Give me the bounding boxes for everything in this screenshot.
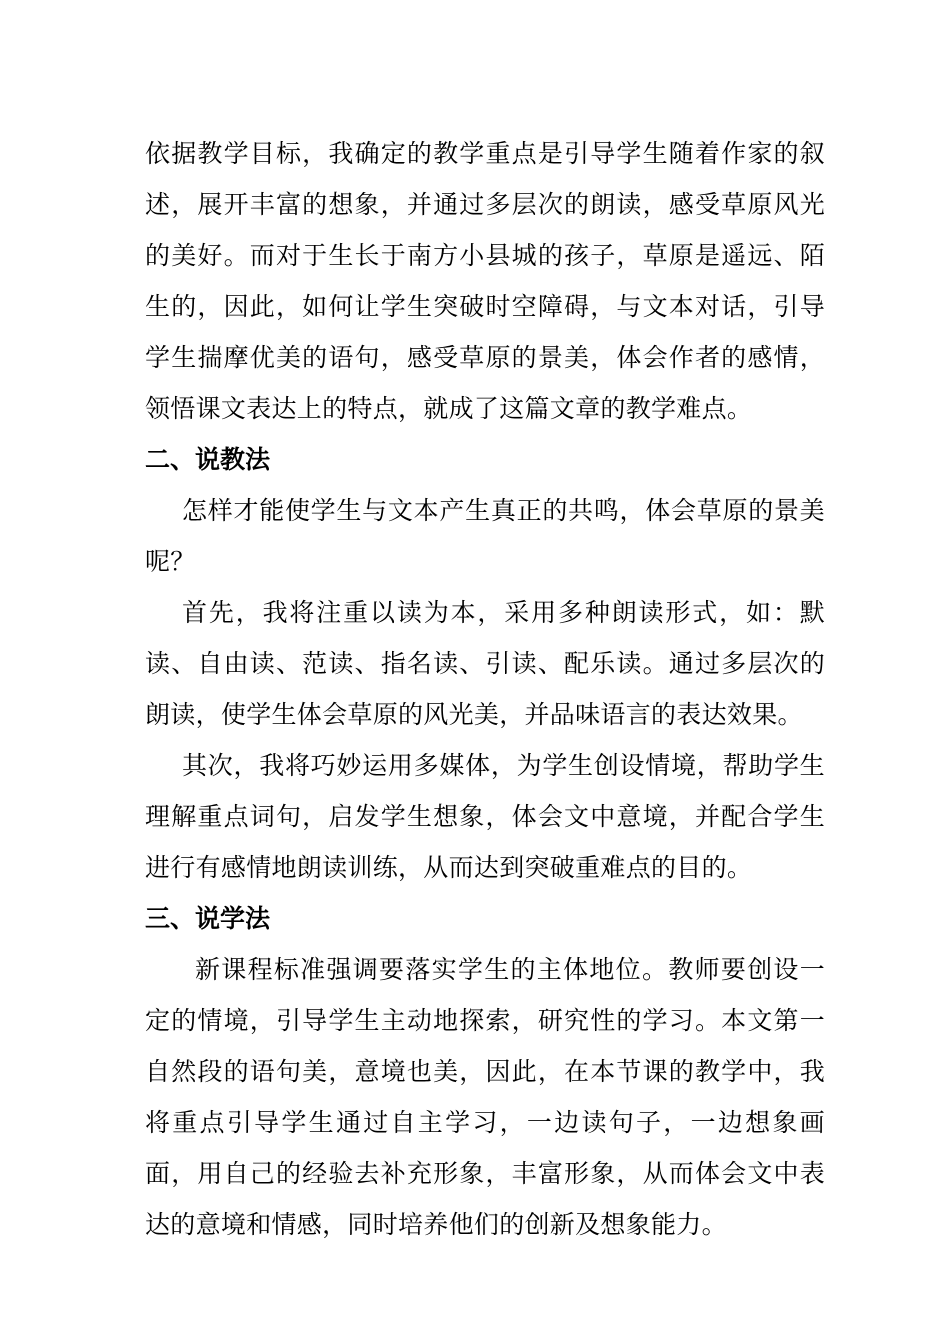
paragraph-teaching-focus: 依据教学目标，我确定的教学重点是引导学生随着作家的叙述，展开丰富的想象，并通过多层次的朗读，感受草原风光的美好。而对于生长于南方小县城的孩子，草原是遥远、陌生的，因此，如何让学生突破时空障碍，与文本对话，引导学生揣摩优美的语句，感受草原的景美，体会作者的感情，领悟课文表达上的特点，就成了这篇文章的教学难点。: [145, 139, 825, 423]
paragraph-multimedia-method: 其次，我将巧妙运用多媒体，为学生创设情境，帮助学生理解重点词句，启发学生想象，体会文中意境，并配合学生进行有感情地朗读训练，从而达到突破重难点的目的。: [145, 751, 825, 882]
paragraph-learning-method: 新课程标准强调要落实学生的主体地位。教师要创设一定的情境，引导学生主动地探索，研究性的学习。本文第一自然段的语句美，意境也美，因此，在本节课的教学中，我将重点引导学生通过自主学习，一边读句子，一边想象画面，用自己的经验去补充形象，丰富形象，从而体会文中表达的意境和情感，同时培养他们的创新及想象能力。: [145, 955, 825, 1239]
paragraph-resonance-question: 怎样才能使学生与文本产生真正的共鸣，体会草原的景美呢？: [145, 496, 825, 576]
heading-learning-method: 三、说学法: [145, 904, 271, 933]
document-page: [145, 128, 825, 1250]
heading-teaching-method: 二、说教法: [145, 445, 271, 474]
paragraph-reading-method: 首先，我将注重以读为本，采用多种朗读形式，如：默读、自由读、范读、指名读、引读、配乐读。通过多层次的朗读，使学生体会草原的风光美，并品味语言的表达效果。: [145, 598, 825, 729]
